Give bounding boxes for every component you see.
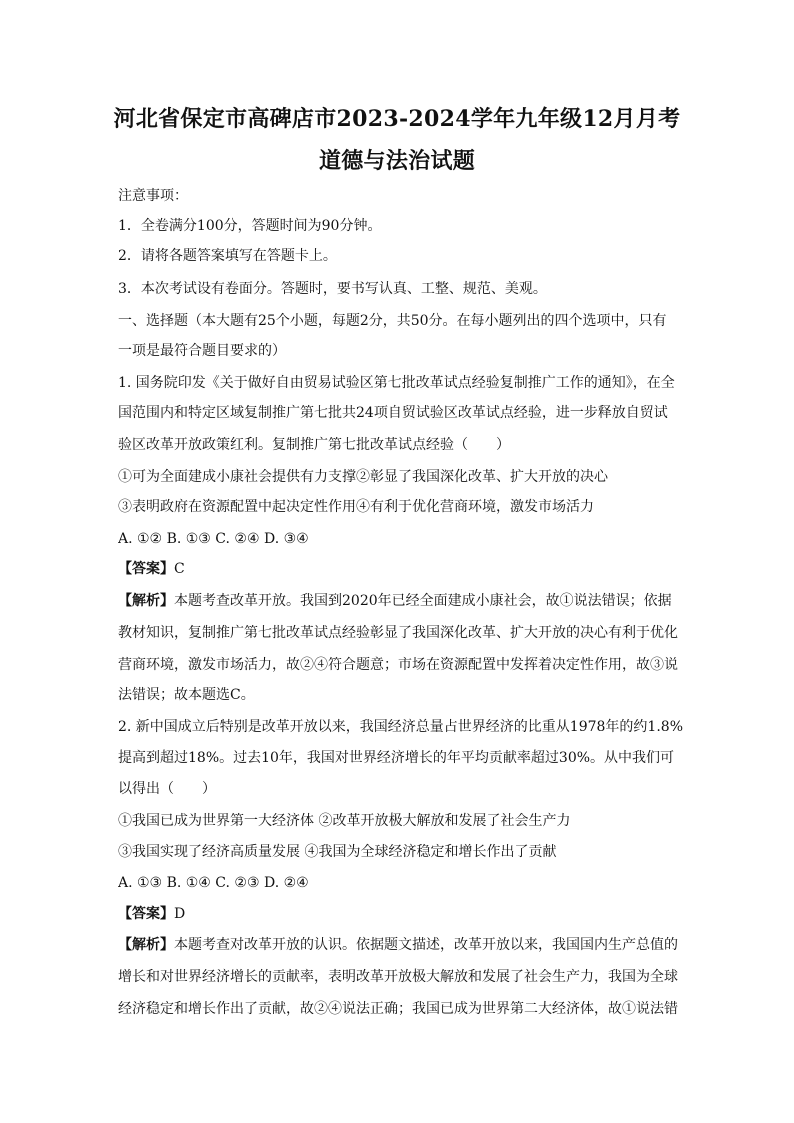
notice-item-3: 3．本次考试设有卷面分。答题时，要书写认真、工整、规范、美观。 <box>118 281 547 297</box>
q2-answer-value: D <box>174 906 186 922</box>
q1-answer <box>118 559 688 579</box>
q2-analysis-tag: 【解析】 <box>118 937 174 953</box>
q2-analysis-line-2: 增长和对世界经济增长的贡献率，表明改革开放极大解放和发展了社会生产力，我国为全球 <box>118 969 678 985</box>
q1-options: A. ①② B. ①③ C. ②④ D. ③④ <box>118 531 309 547</box>
q2-stem-line-3: 以得出（ ） <box>118 781 216 797</box>
q1-statements-line-1: ①可为全面建成小康社会提供有力支撑②彰显了我国深化改革、扩大开放的决心 <box>118 469 608 485</box>
notice-heading: 注意事项： <box>118 188 188 204</box>
q2-answer <box>118 904 688 924</box>
q1-analysis-line-4: 法错误；故本题选C。 <box>118 687 255 703</box>
q1-stem-line-1: 1. 国务院印发《关于做好自由贸易试验区第七批改革试点经验复制推广工作的通知》，在全 <box>118 375 675 391</box>
q1-stem-line-2: 国范围内和特定区域复制推广第七批共24项自贸试验区改革试点经验，进一步释放自贸试 <box>118 405 668 421</box>
doc-title-line-2: 道德与法治试题 <box>318 148 476 174</box>
q1-statements-line-2: ③表明政府在资源配置中起决定性作用④有利于优化营商环境，激发市场活力 <box>118 499 594 515</box>
q1-analysis-line-3: 营商环境，激发市场活力，故②④符合题意；市场在资源配置中发挥着决定性作用，故③说 <box>118 657 678 673</box>
q2-statements-line-2: ③我国实现了经济高质量发展 ④我国为全球经济稳定和增长作出了贡献 <box>118 844 557 860</box>
q1-analysis-tag: 【解析】 <box>118 593 174 609</box>
q2-stem-line-1: 2. 新中国成立后特别是改革开放以来，我国经济总量占世界经济的比重从1978年的约1.8% <box>118 719 684 735</box>
q1-answer-value: C <box>174 561 185 577</box>
notice-item-2: 2．请将各题答案填写在答题卡上。 <box>118 248 337 264</box>
section-heading-line-1: 一、选择题（本大题有25个小题，每题2分，共50分。在每小题列出的四个选项中，只有 <box>118 313 667 329</box>
q1-answer-tag: 【答案】 <box>118 561 174 577</box>
q2-statements-line-1: ①我国已成为世界第一大经济体 ②改革开放极大解放和发展了社会生产力 <box>118 813 571 829</box>
q2-analysis-line-1 <box>118 935 688 955</box>
q2-options: A. ①③ B. ①④ C. ②③ D. ②④ <box>118 875 309 891</box>
q1-analysis-line-2: 教材知识，复制推广第七批改革试点经验彰显了我国深化改革、扩大开放的决心有利于优化 <box>118 625 678 641</box>
q1-analysis-text: 本题考查改革开放。我国到2020年已经全面建成小康社会，故①说法错误；依据 <box>174 593 672 609</box>
q1-stem-line-3: 验区改革开放政策红利。复制推广第七批改革试点经验（ ） <box>118 437 510 453</box>
section-heading-line-2: 一项是最符合题目要求的） <box>118 343 286 359</box>
q2-stem-line-2: 提高到超过18%。过去10年，我国对世界经济增长的年平均贡献率超过30%。从中我们可 <box>118 750 675 766</box>
q2-answer-tag: 【答案】 <box>118 906 174 922</box>
notice-item-1: 1．全卷满分100分，答题时间为90分钟。 <box>118 218 382 234</box>
q1-analysis-line-1 <box>118 591 688 611</box>
q2-analysis-text: 本题考查对改革开放的认识。依据题文描述，改革开放以来，我国国内生产总值的 <box>174 937 678 953</box>
q2-analysis-line-3: 经济稳定和增长作出了贡献，故②④说法正确；我国已成为世界第二大经济体，故①说法错 <box>118 1001 678 1017</box>
doc-title-line-1: 河北省保定市高碑店市2023-2024学年九年级12月月考 <box>113 106 681 132</box>
